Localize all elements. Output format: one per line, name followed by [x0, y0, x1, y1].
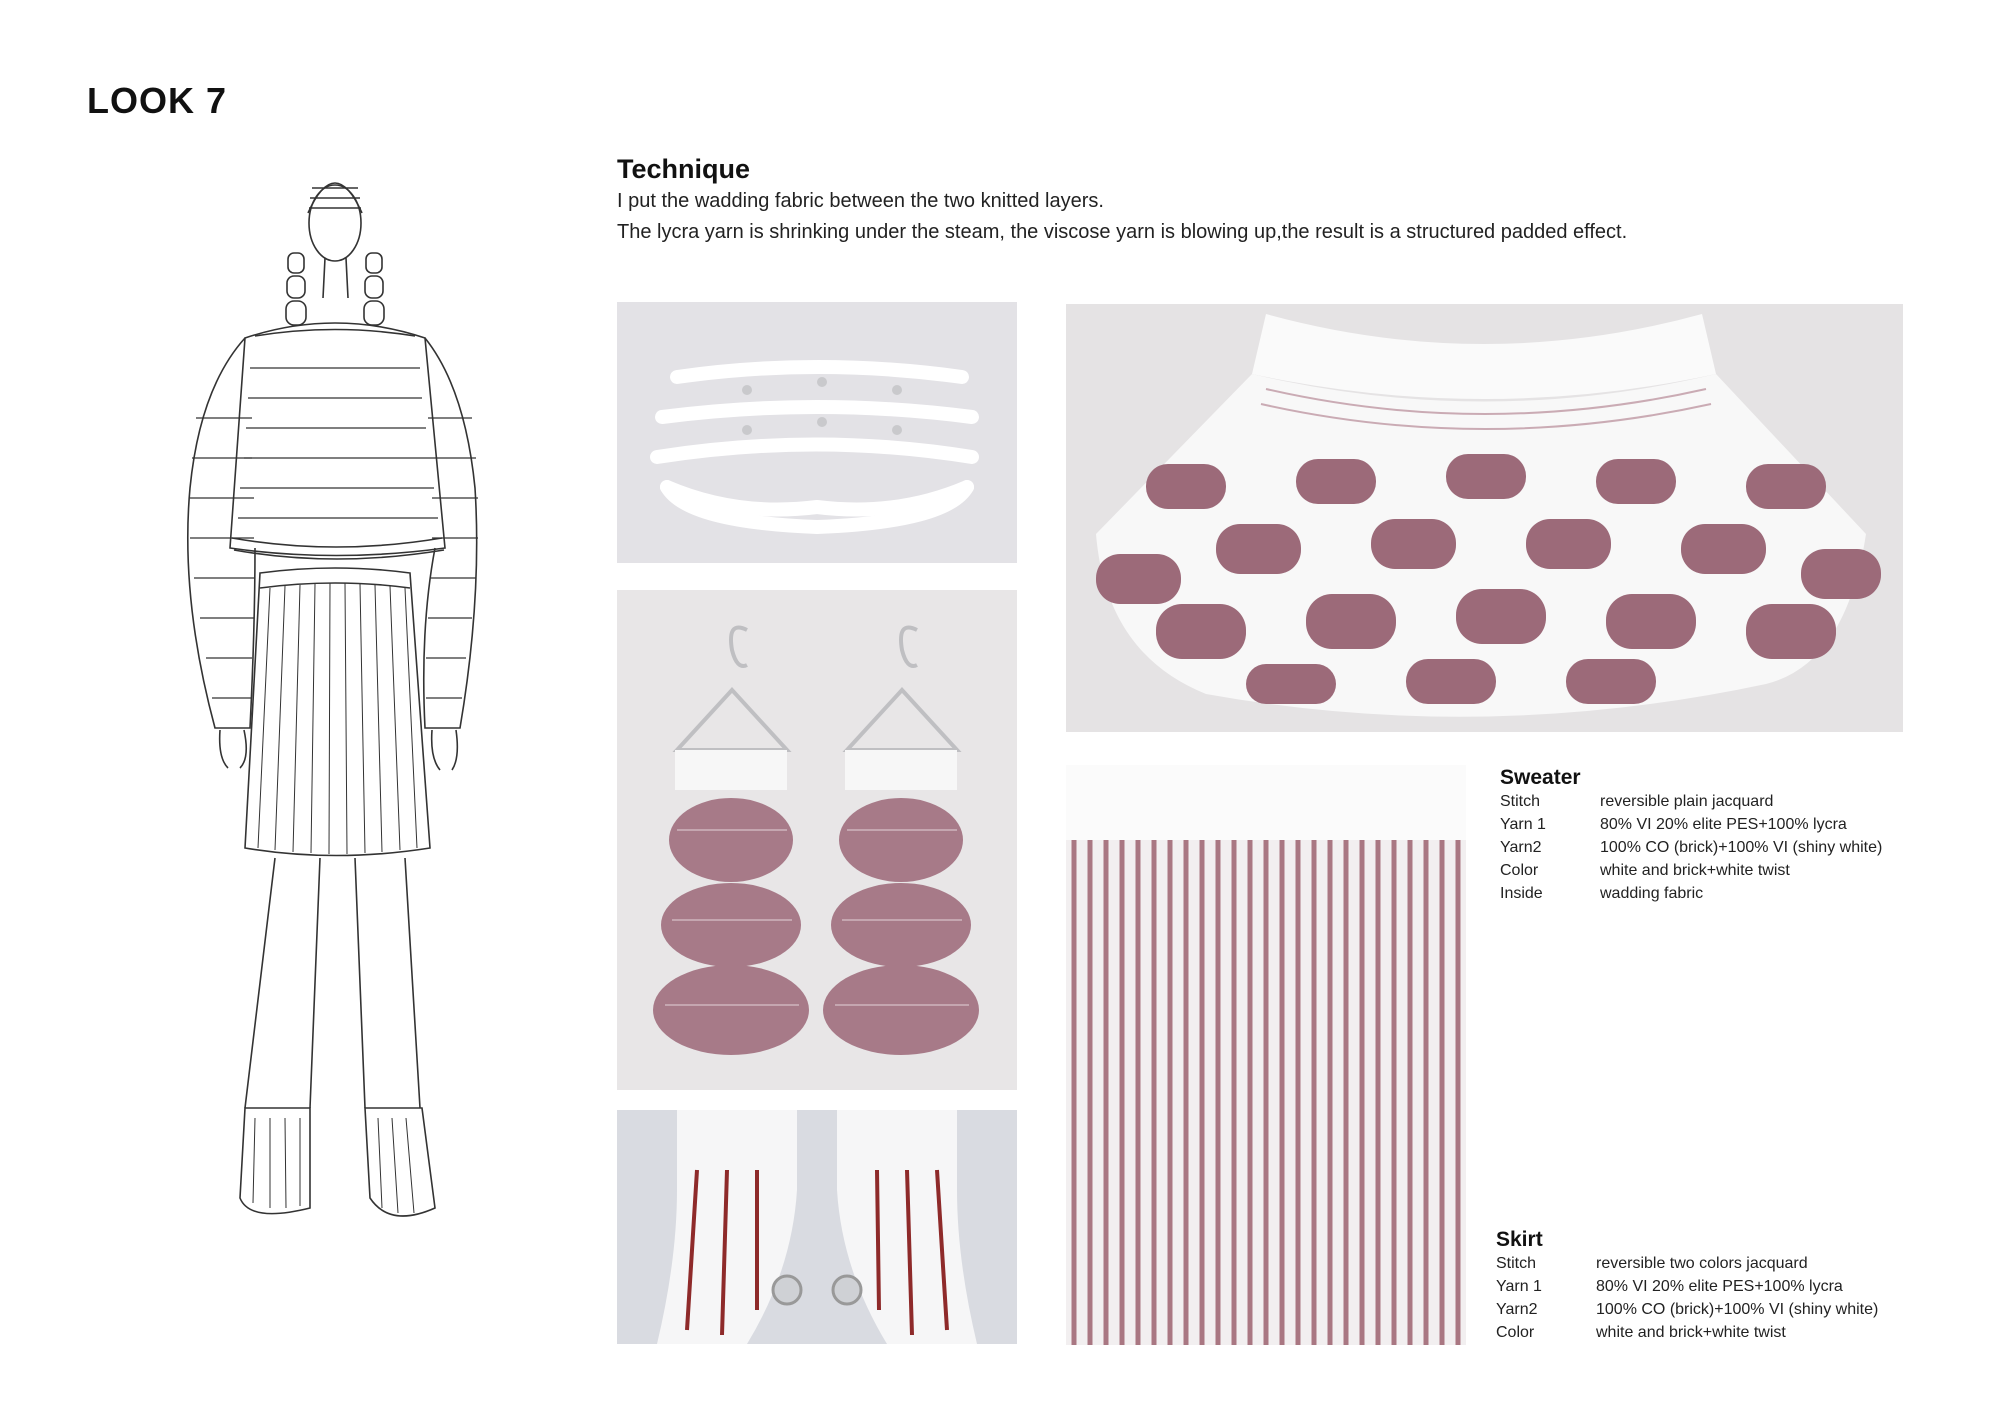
spec-key: Stitch: [1500, 793, 1541, 810]
technique-heading: Technique: [617, 154, 751, 184]
spec-key: Color: [1496, 1324, 1535, 1341]
page-title: LOOK 7: [87, 80, 228, 121]
harness-photo: [617, 302, 1017, 563]
spec-value: 100% CO (brick)+100% VI (shiny white): [1600, 839, 1883, 856]
spec-value: 100% CO (brick)+100% VI (shiny white): [1596, 1301, 1879, 1318]
spec-key: Color: [1500, 862, 1539, 879]
spec-value: white and brick+white twist: [1596, 1324, 1786, 1341]
spec-key: Yarn 1: [1496, 1278, 1542, 1295]
skirt-closeup-photo: [1066, 765, 1466, 1345]
spec-value: reversible plain jacquard: [1600, 793, 1774, 810]
spec-value: white and brick+white twist: [1600, 862, 1790, 879]
socks-photo: [617, 1110, 1017, 1344]
spec-row: [1500, 813, 1882, 836]
spec-row: [1500, 790, 1882, 813]
spec-key: Yarn2: [1496, 1301, 1538, 1318]
spec-key: Stitch: [1496, 1255, 1537, 1272]
spec-value: 80% VI 20% elite PES+100% lycra: [1596, 1278, 1843, 1295]
spec-row: [1500, 859, 1882, 882]
sweater-yoke-photo: [1066, 304, 1903, 732]
earrings-photo: [617, 590, 1017, 1090]
spec-row: [1500, 882, 1882, 905]
technique-text-line: The lycra yarn is shrinking under the steam, the viscose yarn is blowing up,the result is a structured padded effect.: [617, 221, 1628, 243]
sweater-heading: Sweater: [1500, 766, 1581, 789]
spec-key: Inside: [1500, 885, 1543, 902]
spec-row: [1496, 1275, 1878, 1298]
spec-row: [1496, 1298, 1878, 1321]
technique-text-line: I put the wadding fabric between the two knitted layers.: [617, 190, 1104, 212]
skirt-specs: [1496, 1228, 1878, 1344]
spec-key: Yarn2: [1500, 839, 1542, 856]
skirt-heading: Skirt: [1496, 1228, 1543, 1251]
spec-row: [1496, 1252, 1878, 1275]
spec-key: Yarn 1: [1500, 816, 1546, 833]
spec-value: 80% VI 20% elite PES+100% lycra: [1600, 816, 1847, 833]
spec-value: reversible two colors jacquard: [1596, 1255, 1808, 1272]
fashion-sketch-illustration: [160, 158, 620, 1338]
sweater-specs: [1500, 766, 1882, 905]
spec-value: wadding fabric: [1600, 885, 1704, 902]
spec-row: [1496, 1321, 1878, 1344]
spec-row: [1500, 836, 1882, 859]
